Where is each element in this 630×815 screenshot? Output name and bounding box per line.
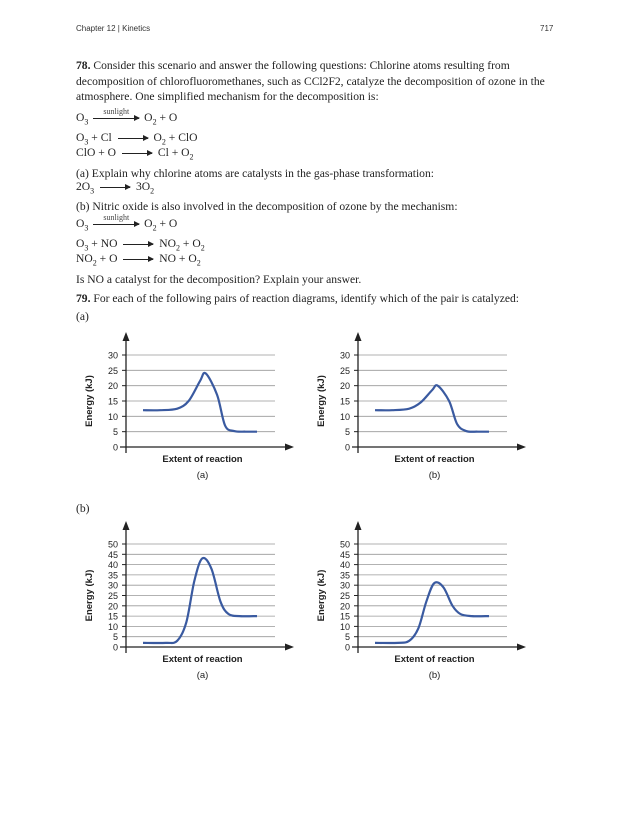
energy-curve <box>375 385 489 432</box>
y-tick-label: 15 <box>107 396 118 407</box>
y-tick-label: 45 <box>339 549 350 560</box>
reaction-1: $O_3$ sunlight $O_2 + O$ <box>76 110 177 129</box>
followup-text: Is NO a catalyst for the decomposition? Explain your answer. <box>76 273 362 286</box>
y-tick-label: 0 <box>344 642 350 653</box>
question-79-text: For each of the following pairs of reaction diagrams, identify which of the pair is catalyzed: <box>93 292 520 305</box>
x-axis-arrow <box>517 444 526 451</box>
y-tick-label: 25 <box>339 365 350 376</box>
y-tick-label: 45 <box>107 549 118 560</box>
sunlight-label: sunlight <box>103 107 130 117</box>
y-tick-label: 0 <box>112 442 118 453</box>
part-b-text: (b) Nitric oxide is also involved in the decomposition of ozone by the mechanism: <box>76 200 458 213</box>
y-axis-arrow <box>355 332 362 341</box>
sunlight-label: sunlight <box>103 213 130 223</box>
energy-curve <box>143 373 257 432</box>
reaction-5: $O_3$ sunlight $O_2 + O$ <box>76 216 177 235</box>
chart-caption: (a) <box>196 670 209 681</box>
page-number: 717 <box>540 24 554 33</box>
question-78-number: 78. <box>76 59 91 72</box>
reaction-6: $O_3$ + NO $NO_2 + O_2$ <box>76 237 205 253</box>
y-tick-label: 35 <box>339 570 350 581</box>
x-axis-label: Extent of reaction <box>394 454 475 465</box>
y-tick-label: 25 <box>107 591 118 601</box>
x-axis-label: Extent of reaction <box>394 654 475 665</box>
chart-caption: (b) <box>428 470 441 481</box>
y-tick-label: 20 <box>339 381 350 392</box>
y-tick-label: 35 <box>107 570 118 581</box>
x-axis-label: Extent of reaction <box>162 454 243 465</box>
y-tick-label: 5 <box>344 632 350 643</box>
x-axis-arrow <box>285 444 294 451</box>
x-axis-label: Extent of reaction <box>162 654 243 665</box>
y-tick-label: 20 <box>107 601 118 612</box>
y-axis-label: Energy (kJ) <box>316 375 327 427</box>
part-a-text: (a) Explain why chlorine atoms are catalysts in the gas-phase transformation: <box>76 167 435 180</box>
energy-curve <box>375 582 489 643</box>
panel-b-label: (b) <box>76 502 90 515</box>
y-tick-label: 30 <box>339 580 350 591</box>
y-tick-label: 30 <box>339 350 350 361</box>
y-axis-label: Energy (kJ) <box>316 569 327 622</box>
reaction-4: $2O_3$ $3O_2$ <box>76 180 155 196</box>
panel-a-label: (a) <box>76 310 89 323</box>
y-tick-label: 10 <box>339 621 350 632</box>
reaction-7: $NO_2 + O$ NO + $O_2$ <box>76 252 201 268</box>
y-axis-label: Energy (kJ) <box>84 375 95 427</box>
reaction-2: $O_3 + Cl$ $O_2$ + ClO <box>76 131 198 147</box>
y-tick-label: 20 <box>339 601 350 612</box>
y-tick-label: 5 <box>112 632 118 643</box>
y-tick-label: 0 <box>344 442 350 453</box>
x-axis-arrow <box>285 644 294 651</box>
question-79-number: 79. <box>76 292 91 305</box>
y-tick-label: 15 <box>339 611 350 622</box>
x-axis-arrow <box>517 644 526 651</box>
y-tick-label: 10 <box>107 411 118 422</box>
energy-curve <box>143 558 257 643</box>
reaction-3: ClO + O $Cl + O_2$ <box>76 146 194 162</box>
y-tick-label: 15 <box>339 396 350 407</box>
question-78-text: Consider this scenario and answer the following questions: Chlorine atoms resulting from decomposition of chlorofluoromethanes, such as CCl2F2, catalyze the decomposition of ozone in the atmosphere. One simplified mechanism for the decomposition is: <box>76 59 545 103</box>
y-tick-label: 30 <box>107 350 118 361</box>
chapter-header: Chapter 12 | Kinetics <box>76 24 151 33</box>
chart-caption: (a) <box>196 470 209 481</box>
y-tick-label: 10 <box>107 621 118 632</box>
y-axis-label: Energy (kJ) <box>84 569 95 622</box>
y-tick-label: 10 <box>339 411 350 422</box>
y-tick-label: 5 <box>344 427 350 438</box>
y-tick-label: 25 <box>339 591 350 601</box>
y-tick-label: 20 <box>107 381 118 392</box>
y-tick-label: 40 <box>339 560 350 571</box>
y-axis-arrow <box>355 521 362 530</box>
y-tick-label: 25 <box>107 365 118 376</box>
y-tick-label: 50 <box>339 539 350 550</box>
chart-caption: (b) <box>428 670 441 681</box>
y-tick-label: 0 <box>112 642 118 653</box>
y-tick-label: 30 <box>107 580 118 591</box>
y-tick-label: 50 <box>107 539 118 550</box>
y-axis-arrow <box>123 521 130 530</box>
y-axis-arrow <box>123 332 130 341</box>
y-tick-label: 5 <box>112 427 118 438</box>
y-tick-label: 15 <box>107 611 118 622</box>
y-tick-label: 40 <box>107 560 118 571</box>
